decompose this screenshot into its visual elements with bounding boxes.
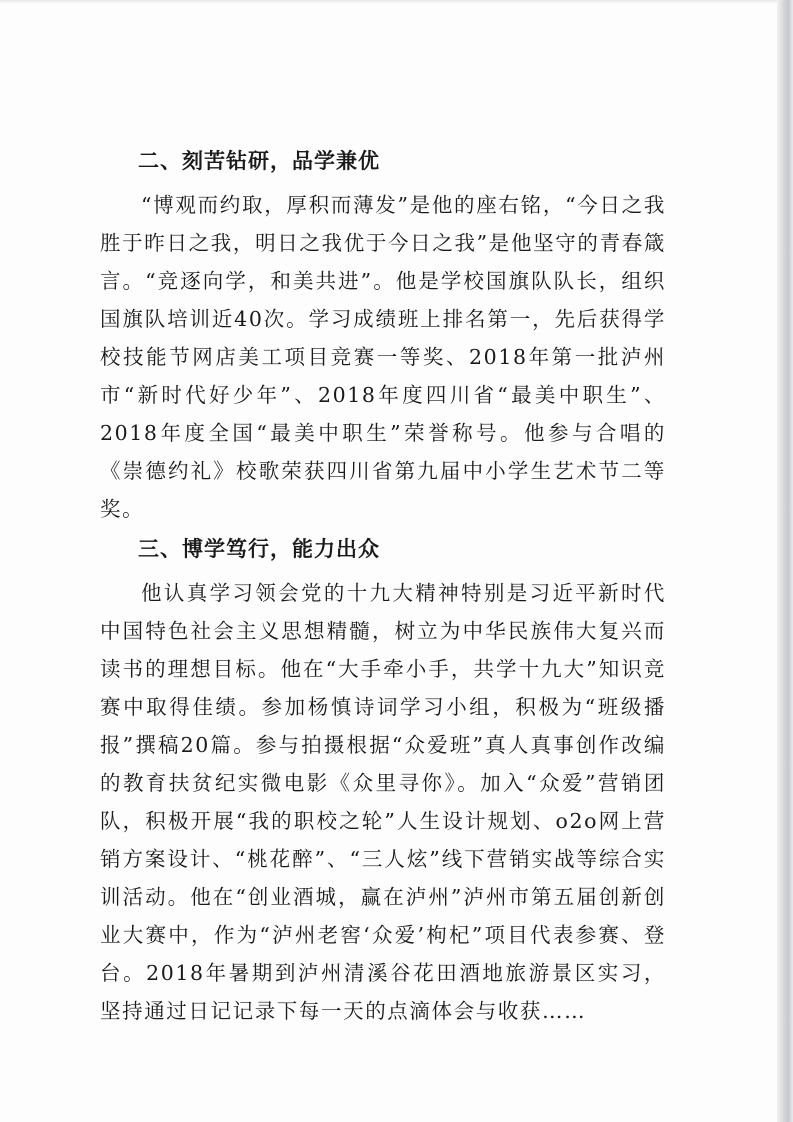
scan-edge-right (777, 0, 793, 1122)
document-body (100, 150, 666, 1040)
section-heading-3: 三、博学笃行，能力出众 (138, 536, 380, 561)
scan-edge-top (0, 0, 793, 4)
section-paragraph-2: “博观而约取，厚积而薄发”是他的座右铭，“今日之我胜于昨日之我，明日之我优于今日之我”是他坚守的青春箴言。“竞逐向学，和美共进”。他是学校国旗队队长，组织国旗队培训近40次。学习成绩班上排名第一，先后获得学校技能节网店美工项目竞赛一等奖、2018年第一批泸州市“新时代好少年”、2018年度四川省“最美中职生”、2018年度全国“最美中职生”荣誉称号。他参与合唱的《崇德约礼》校歌荣获四川省第九届中小学生艺术节二等奖。 (100, 193, 666, 521)
section-paragraph-3: 他认真学习领会党的十九大精神特别是习近平新时代中国特色社会主义思想精髓，树立为中华民族伟大复兴而读书的理想目标。他在“大手牵小手，共学十九大”知识竞赛中取得佳绩。参加杨慎诗词学习小组，积极为“班级播报”撰稿20篇。参与拍摄根据“众爱班”真人真事创作改编的教育扶贫纪实微电影《众里寻你》。加入“众爱”营销团队，积极开展“我的职校之轮”人生设计规划、o2o网上营销方案设计、“桃花醉”、“三人炫”线下营销实战等综合实训活动。他在“创业酒城，赢在泸州”泸州市第五届创新创业大赛中，作为“泸州老窖‘众爱’枸杞”项目代表参赛、登台。2018年暑期到泸州清溪谷花田酒地旅游景区实习，坚持通过日记记录下每一天的点滴体会与收获…… (100, 581, 666, 1023)
section-heading-2: 二、刻苦钻研，品学兼优 (138, 148, 380, 173)
